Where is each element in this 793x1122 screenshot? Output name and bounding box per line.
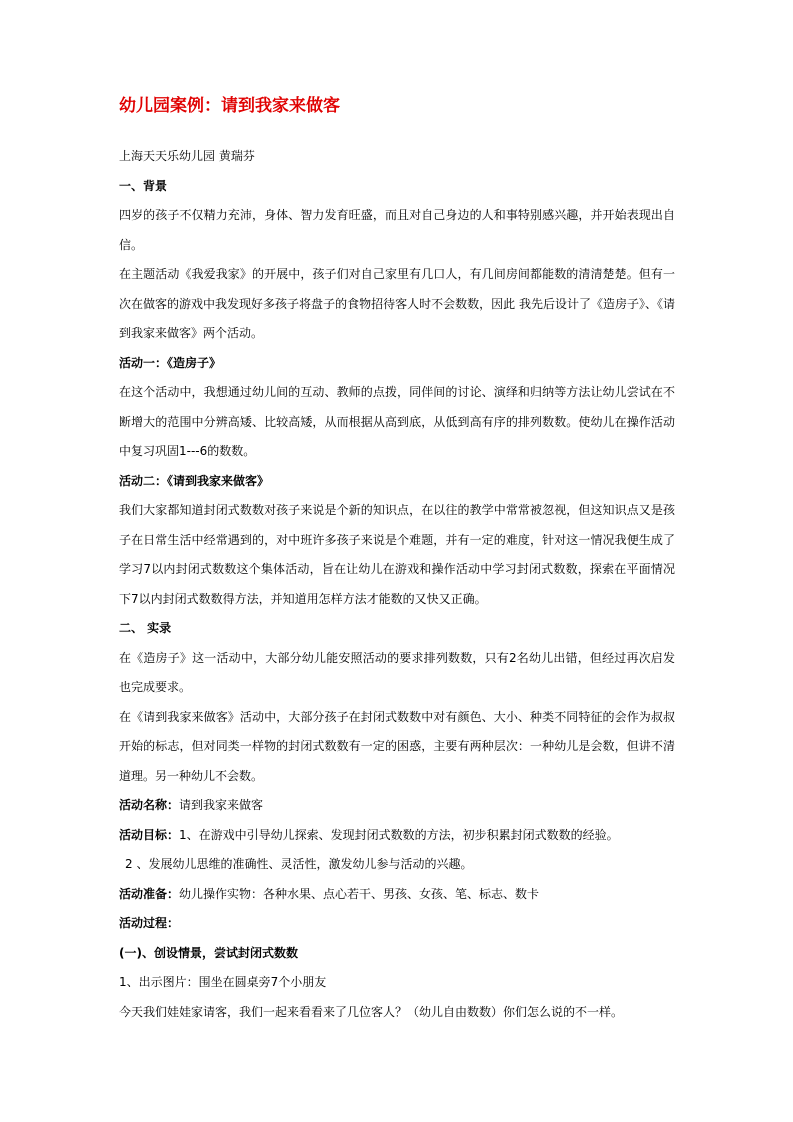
step-one-item: 1、出示图片：围坐在圆桌旁7个小朋友 <box>119 975 327 989</box>
activity-goal-label: 活动目标： <box>119 827 180 842</box>
activity-prep-label: 活动准备： <box>119 886 180 901</box>
author-line: 上海天天乐幼儿园 黄瑞芬 <box>119 149 255 163</box>
activity-goal-1: 1、在游戏中引导幼儿探索、发现封闭式数数的方法，初步积累封闭式数数的经验。 <box>179 827 619 842</box>
record-paragraph-1: 在《造房子》这一活动中，大部分幼儿能安照活动的要求排列数数，只有2名幼儿出错，但经过再次启发也完成要求。 <box>119 650 675 694</box>
section-heading-record: 二、 实录 <box>119 621 172 635</box>
activity-one-paragraph: 在这个活动中，我想通过幼儿间的互动、教师的点拨，同伴间的讨论、演绎和归纳等方法让幼儿尝试在不断增大的范围中分辨高矮、比较高矮，从而根据从高到底，从低到高有序的排列数数。使幼儿在操作活动中复习巩固1---6的数数。 <box>119 385 675 458</box>
activity-name-line <box>119 791 675 821</box>
document-body <box>119 142 675 1027</box>
activity-two-paragraph: 我们大家都知道封闭式数数对孩子来说是个新的知识点，在以往的教学中常常被忽视，但这知识点又是孩子在日常生活中经常遇到的，对中班许多孩子来说是个难题，并有一定的难度，针对这一情况我便生成了学习7以内封闭式数数这个集体活动，旨在让幼儿在游戏和操作活动中学习封闭式数数，探索在平面情况下7以内封闭式数数得方法，并知道用怎样方法才能数的又快又正确。 <box>119 503 675 606</box>
background-paragraph-2: 在主题活动《我爱我家》的开展中，孩子们对自己家里有几口人，有几间房间都能数的清清楚楚。但有一次在做客的游戏中我发现好多孩子将盘子的食物招待客人时不会数数，因此 我先后设计了《造房子》、《请到我家来做客》两个活动。 <box>119 267 675 340</box>
activity-process-label: 活动过程： <box>119 916 180 930</box>
activity-goal-line <box>119 821 675 851</box>
step-one-text: 今天我们娃娃家请客，我们一起来看看来了几位客人？（幼儿自由数数）你们怎么说的不一样。 <box>119 1004 624 1019</box>
activity-one-heading: 活动一：《造房子》 <box>119 355 222 370</box>
activity-name-value: 请到我家来做客 <box>179 798 264 812</box>
activity-name-label: 活动名称： <box>119 798 180 812</box>
activity-prep-line <box>119 880 675 910</box>
activity-prep-value: 幼儿操作实物：各种水果、点心若干、男孩、女孩、笔、标志、数卡 <box>179 886 540 901</box>
record-paragraph-2: 在《请到我家来做客》活动中，大部分孩子在封闭式数数中对有颜色、大小、种类不同特征的会作为叔叔开始的标志，但对同类一样物的封闭式数数有一定的困惑，主要有两种层次：一种幼儿是会数，但讲不清道理。另一种幼儿不会数。 <box>119 709 675 783</box>
section-heading-background: 一、背景 <box>119 178 168 193</box>
background-paragraph-1: 四岁的孩子不仅精力充沛，身体、智力发育旺盛，而且对自己身边的人和事特别感兴趣，并开始表现出自信。 <box>119 208 675 252</box>
document-title: 幼儿园案例：请到我家来做客 <box>119 96 340 116</box>
activity-two-heading: 活动二：《请到我家来做客》 <box>119 473 270 488</box>
activity-goal-2: 2 、发展幼儿思维的准确性、灵活性，激发幼儿参与活动的兴趣。 <box>125 857 473 871</box>
step-one-heading: (一)、创设情景，尝试封闭式数数 <box>119 945 298 960</box>
